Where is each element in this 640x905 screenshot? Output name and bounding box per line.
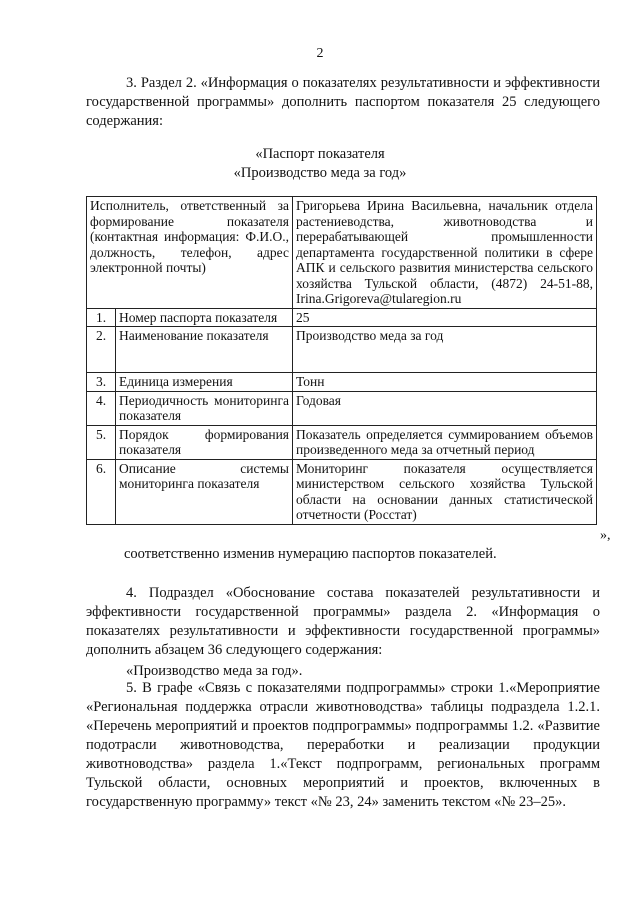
row-value: Годовая [293, 391, 597, 425]
paragraph-item-4 [86, 584, 600, 681]
item-4-text: 4. Подраздел «Обоснование состава показателей результативности и эффективности государственной программы» раздела 2. «Информация о показателях результативности и эффективности государственной программы» дополнить абзацем 36 следующего содержания: [86, 585, 600, 658]
passport-table [86, 196, 597, 525]
page-number: 2 [316, 46, 324, 61]
row-number: 5. [87, 425, 116, 459]
executor-label-cell: Исполнитель, ответственный за формирование показателя (контактная информация: Ф.И.О., должность, телефон, адрес электронной почты) [87, 197, 293, 309]
table-row [87, 373, 597, 392]
table-row [87, 391, 597, 425]
row-number: 4. [87, 391, 116, 425]
item-3-text: 3. Раздел 2. «Информация о показателях результативности и эффективности государственной программы» дополнить паспортом показателя 25 следующего содержания: [86, 75, 600, 129]
table-row [87, 459, 597, 524]
paragraph-item-3 [86, 74, 600, 131]
row-label: Единица измерения [116, 373, 293, 392]
item-5-text: 5. В графе «Связь с показателями подпрограммы» строки 1.«Мероприятие «Региональная поддержка отрасли животноводства» таблицы подраздела 1.2.1. «Перечень мероприятий и проектов подпрограммы» подпрограммы 1.2. «Развитие подотрасли животноводства, переработки и реализации продукции животноводства» раздела 1.«Текст подпрограмм, региональных программ Тульской области, основных мероприятий и проектов, включенных в государственную программу» текст «№ 23, 24» заменить текстом «№ 23–25». [86, 680, 600, 810]
table-row-executor [87, 197, 597, 309]
row-number: 3. [87, 373, 116, 392]
row-value: Показатель определяется суммированием объемов произведенного меда за отчетный период [293, 425, 597, 459]
row-label: Порядок формирования показателя [116, 425, 293, 459]
row-number: 1. [87, 308, 116, 327]
passport-title-line-2: «Производство меда за год» [233, 165, 407, 181]
row-number: 2. [87, 327, 116, 373]
row-value: 25 [293, 308, 597, 327]
table-row [87, 327, 597, 373]
row-label: Наименование показателя [116, 327, 293, 373]
row-number: 6. [87, 459, 116, 524]
after-table-text: соответственно изменив нумерацию паспортов показателей. [124, 546, 497, 562]
row-label: Описание системы мониторинга показателя [116, 459, 293, 524]
table-row [87, 425, 597, 459]
row-value: Тонн [293, 373, 597, 392]
item-4-quote: «Производство меда за год». [126, 663, 303, 679]
closing-quote: », [600, 528, 611, 543]
row-value: Мониторинг показателя осуществляется министерством сельского хозяйства Тульской области на основании данных статистической отчетности (Росстат) [293, 459, 597, 524]
passport-title-line-1: «Паспорт показателя [255, 146, 385, 162]
paragraph-item-5 [86, 679, 600, 812]
row-label: Периодичность мониторинга показателя [116, 391, 293, 425]
executor-value-cell: Григорьева Ирина Васильевна, начальник отдела растениеводства, животноводства и перерабатывающей промышленности департамента государственной политики в сфере АПК и сельского развития министерства сельского хозяйства Тульской области, (4872) 24-51-88, Irina.Grigoreva@tularegion.ru [293, 197, 597, 309]
row-label: Номер паспорта показателя [116, 308, 293, 327]
row-value: Производство меда за год [293, 327, 597, 373]
table-row [87, 308, 597, 327]
